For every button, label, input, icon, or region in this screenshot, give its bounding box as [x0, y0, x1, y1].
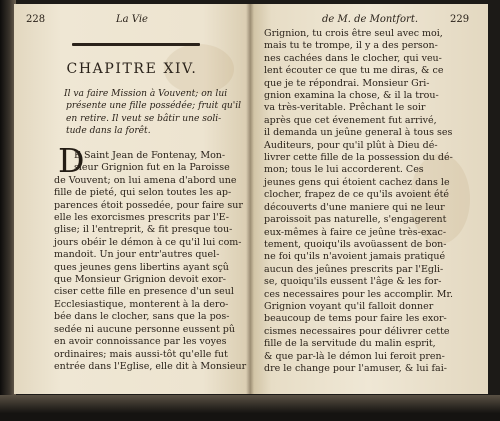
- text-line: bée dans le clocher, sans que la pos-: [54, 311, 230, 323]
- text-line: que Monsieur Grignion devoit exor-: [54, 274, 227, 286]
- text-line: mandoit. Un jour entr'autres quel-: [54, 249, 220, 261]
- summary-line: présente une fille possédée; fruit qu'il: [66, 101, 242, 112]
- text-line: après que cet évenement fut arrivé,: [264, 114, 437, 126]
- text-line: jeunes gens qui étoient cachez dans le: [264, 176, 450, 188]
- text-line: lent écouter ce que tu me diras, & ce: [264, 65, 444, 77]
- text-line: aucun des jeûnes prescrits par l'Egli-: [264, 263, 444, 275]
- summary-line: Il va faire Mission à Vouvent; on lui: [64, 89, 228, 99]
- text-line: & que par-là le démon lui feroit pren-: [264, 350, 445, 362]
- chapter-summary: [64, 88, 244, 138]
- right-page-number: 229: [450, 14, 470, 25]
- text-line: de Vouvent; on lui amena d'abord une: [54, 174, 237, 186]
- right-running-title: de M. de Montfort.: [322, 14, 419, 25]
- chapter-rule: [72, 43, 200, 46]
- text-line: nes cachées dans le clocher, qui veu-: [264, 52, 442, 64]
- text-line: ces necessaires pour les accomplir. Mr.: [264, 288, 454, 300]
- left-page-number: 228: [26, 14, 46, 25]
- text-line: que je te répondrai. Monsieur Gri-: [264, 77, 430, 89]
- text-line: Ecclesiastique, monterent à la dero-: [54, 298, 229, 310]
- text-line: glise; il l'entreprit, & fit presque tou-: [54, 224, 233, 236]
- text-line: gnion examina la chose, & il la trou-: [264, 90, 439, 102]
- right-body-text: [264, 28, 484, 375]
- text-line: eux-mêmes à faire ce jeûne très-exac-: [264, 226, 447, 238]
- text-line: beaucoup de tems pour faire les exor-: [264, 313, 447, 325]
- text-line: jours obéir le démon à ce qu'il lui com-: [54, 236, 242, 248]
- text-line: elle les exorcismes prescrits par l'E-: [54, 212, 229, 224]
- text-line: ciser cette fille en presence d'un seul: [54, 286, 234, 298]
- text-line: E Saint Jean de Fontenay, Mon-: [74, 150, 226, 161]
- text-line: parences étoit possedée, pour faire sur: [54, 199, 243, 211]
- text-line: mon; tous le lui accorderent. Ces: [264, 164, 424, 176]
- text-line: Grignion voyant qu'il falloit donner: [264, 300, 434, 312]
- drop-cap: D: [58, 141, 85, 180]
- text-line: Auditeurs, pour qu'il plût à Dieu dé-: [264, 139, 438, 151]
- text-line: mais tu te trompe, il y a des person-: [264, 40, 438, 52]
- text-line: se, quoiqu'ils eussent l'âge & les for-: [264, 276, 442, 288]
- text-line: en avoir connoissance par les voyes: [54, 336, 227, 348]
- text-line: sieur Grignion fut en la Paroisse: [74, 162, 230, 174]
- text-line: ne foi qu'ils n'avoient jamais pratiqué: [264, 251, 446, 263]
- text-line: cismes necessaires pour délivrer cette: [264, 325, 450, 337]
- text-line: il demanda un jeûne general à tous ses: [264, 127, 453, 139]
- left-body-text: [54, 150, 246, 373]
- text-line: paroissoit pas naturelle, s'engagerent: [264, 214, 447, 226]
- text-line: fille de pieté, qui selon toutes les ap-: [54, 187, 232, 199]
- book-edge-bottom: [0, 395, 500, 421]
- summary-line: tude dans la forêt.: [66, 126, 151, 137]
- text-line: ordinaires; mais aussi-tôt qu'elle fut: [54, 348, 228, 360]
- left-running-title: La Vie: [116, 14, 148, 25]
- text-line: tement, quoiqu'ils avoüassent de bon-: [264, 238, 447, 250]
- text-line: livrer cette fille de la possession du dé-: [264, 152, 453, 164]
- right-page: [250, 4, 488, 394]
- text-line: découverts d'une maniere qui ne leur: [264, 201, 445, 213]
- text-line: entrée dans l'Eglise, elle dit à Monsieur: [54, 360, 247, 372]
- left-page: [14, 4, 250, 394]
- text-line: fille de la servitude du malin esprit,: [264, 338, 436, 350]
- summary-line: en retire. Il veut se bâtir une soli-: [66, 113, 222, 124]
- text-line: sedée ni aucune personne eussent pû: [54, 323, 235, 335]
- text-line: ques jeunes gens libertins ayant sçû: [54, 261, 229, 273]
- text-line: va très-veritable. Prêchant le soir: [264, 102, 426, 114]
- text-line: Grignion, tu crois être seul avec moi,: [264, 28, 443, 39]
- book-gutter: [246, 4, 254, 394]
- text-line: clocher, frapez de ce qu'ils avoient été: [264, 189, 450, 201]
- text-line: dre le change pour l'amuser, & lui fai-: [264, 362, 447, 374]
- chapter-title: CHAPITRE XIV.: [66, 61, 198, 77]
